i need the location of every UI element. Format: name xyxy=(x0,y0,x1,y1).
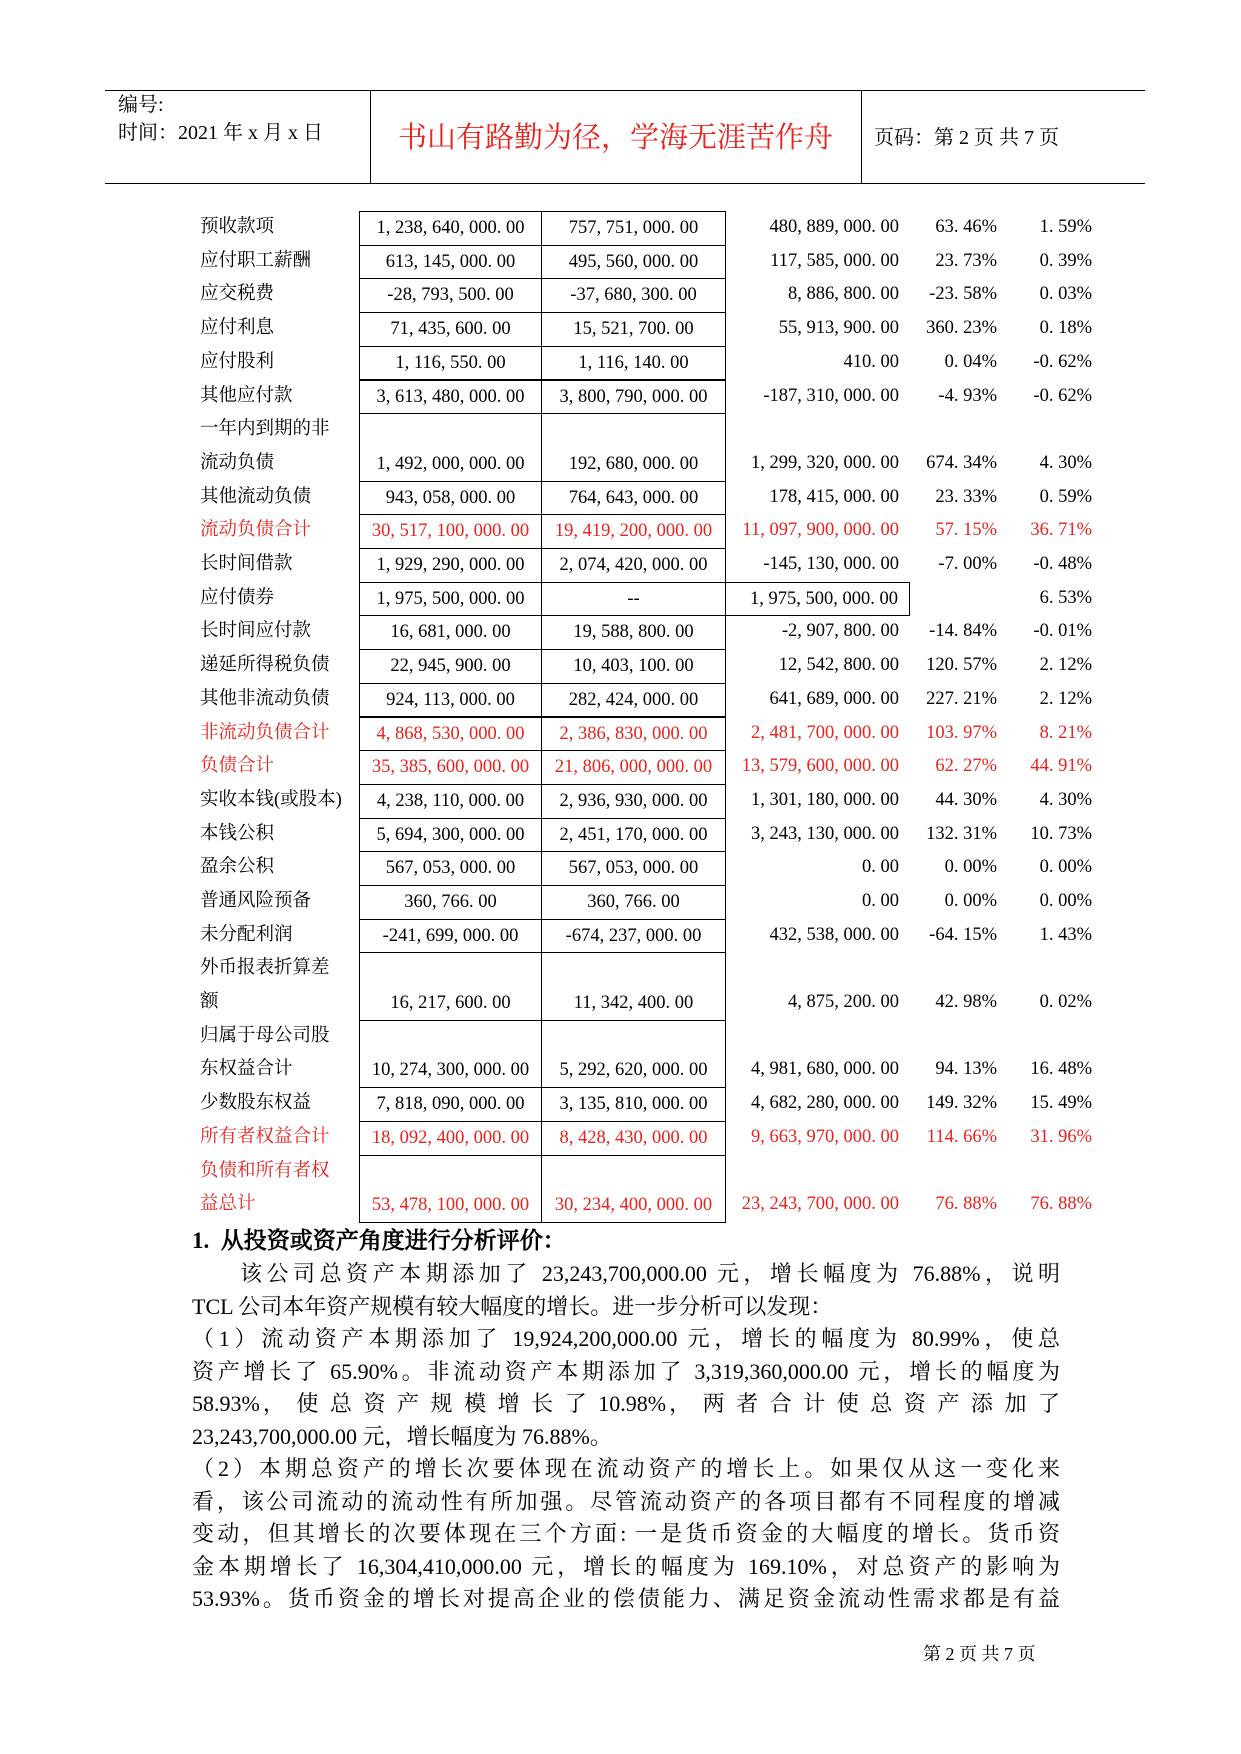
row-label-line: 长时间借款 xyxy=(200,554,293,574)
value-change: 117, 585, 000. 00 xyxy=(770,250,899,271)
value-previous: 192, 680, 000. 00 xyxy=(541,413,726,481)
row-label-line: 递延所得税负债 xyxy=(200,655,330,676)
value-current: 22, 945, 900. 00 xyxy=(359,649,542,684)
header-bottom-rule xyxy=(105,183,1145,184)
value-change: 13, 579, 600, 000. 00 xyxy=(741,756,899,777)
value-change: 8, 886, 800. 00 xyxy=(788,284,899,305)
value-change-pct: 0. 00% xyxy=(944,891,997,911)
value-previous: 15, 521, 700. 00 xyxy=(541,312,726,347)
value-current: 53, 478, 100, 000. 00 xyxy=(359,1155,542,1223)
value-previous: -37, 680, 300. 00 xyxy=(541,278,726,313)
value-change: 178, 415, 000. 00 xyxy=(769,486,899,507)
row-label xyxy=(200,211,355,245)
value-current: 16, 681, 000. 00 xyxy=(359,615,542,650)
row-label-line: 盈余公积 xyxy=(200,857,275,878)
value-previous: 11, 342, 400. 00 xyxy=(541,952,726,1020)
value-current: 1, 238, 640, 000. 00 xyxy=(359,211,542,246)
row-label-line: 一年内到期的非 xyxy=(200,419,330,440)
row-label-line: 少数股东权益 xyxy=(200,1093,312,1114)
row-label-line: 所有者权益合计 xyxy=(200,1126,330,1147)
row-label-line: 益总计 xyxy=(200,1194,256,1215)
value-share-pct: -0. 62% xyxy=(1033,385,1092,406)
row-label xyxy=(200,952,355,1019)
value-current: 4, 868, 530, 000. 00 xyxy=(359,717,542,752)
value-previous: 2, 074, 420, 000. 00 xyxy=(541,548,726,583)
value-current: 30, 517, 100, 000. 00 xyxy=(359,514,542,549)
header-top-rule xyxy=(105,90,1145,91)
row-label-line: 外币报表折算差 xyxy=(200,958,330,979)
value-change-pct: 62. 27% xyxy=(935,756,997,777)
row-label xyxy=(200,1121,355,1155)
value-change-pct: 0. 04% xyxy=(944,351,997,372)
value-current: 18, 092, 400, 000. 00 xyxy=(359,1121,542,1156)
value-share-pct: -0. 48% xyxy=(1033,554,1092,574)
value-change-pct: 94. 13% xyxy=(935,1059,997,1080)
value-change: -145, 130, 000. 00 xyxy=(763,554,899,574)
value-previous: 282, 424, 000. 00 xyxy=(541,683,726,718)
value-current: 35, 385, 600, 000. 00 xyxy=(359,750,542,785)
value-previous: 764, 643, 000. 00 xyxy=(541,481,726,516)
row-label-line: 长时间应付款 xyxy=(200,621,312,642)
value-change: 0. 00 xyxy=(862,857,899,878)
value-previous: 1, 116, 140. 00 xyxy=(541,346,726,381)
value-previous: 2, 386, 830, 000. 00 xyxy=(541,717,726,752)
value-change-pct: -7. 00% xyxy=(938,554,997,574)
date-label: 时间：2021 年 x 月 x 日 xyxy=(118,122,323,144)
value-previous: 495, 560, 000. 00 xyxy=(541,245,726,280)
analysis-body xyxy=(192,1258,1060,1616)
paragraph-overall xyxy=(192,1258,1060,1323)
value-change-pct: 23. 73% xyxy=(935,250,997,271)
value-current: 924, 113, 000. 00 xyxy=(359,683,542,718)
row-label-line: 普通风险预备 xyxy=(200,891,312,911)
paragraph-line: 金本期增长了 16,304,410,000.00 元，增长的幅度为 169.10%，对总资产的影响为 xyxy=(192,1553,1060,1579)
value-change-pct: 57. 15% xyxy=(935,520,997,541)
value-share-pct: 4. 30% xyxy=(1039,789,1092,810)
value-current: 3, 613, 480, 000. 00 xyxy=(359,380,542,415)
value-share-pct: 6. 53% xyxy=(1039,587,1092,608)
value-change: 23, 243, 700, 000. 00 xyxy=(741,1194,899,1215)
row-label xyxy=(200,784,355,818)
paragraph-line: （2）本期总资产的增长次要体现在流动资产的增长上。如果仅从这一变化来 xyxy=(192,1456,1060,1481)
value-change-pct: 149. 32% xyxy=(926,1093,997,1114)
value-change: 4, 682, 280, 000. 00 xyxy=(751,1093,899,1114)
row-label-line: 非流动负债合计 xyxy=(200,722,330,743)
row-label-line: 其他非流动负债 xyxy=(200,688,330,709)
value-share-pct: 0. 39% xyxy=(1039,250,1092,271)
row-label xyxy=(200,481,355,515)
value-previous: 30, 234, 400, 000. 00 xyxy=(541,1155,726,1223)
value-previous: 5, 292, 620, 000. 00 xyxy=(541,1020,726,1088)
value-change-pct: 132. 31% xyxy=(926,823,997,844)
row-label-line: 负债合计 xyxy=(200,756,275,777)
value-current: 5, 694, 300, 000. 00 xyxy=(359,818,542,853)
value-current: 1, 116, 550. 00 xyxy=(359,346,542,381)
value-share-pct: 0. 03% xyxy=(1039,284,1092,305)
row-label-line: 负债和所有者权 xyxy=(200,1160,330,1181)
value-change-pct: -23. 58% xyxy=(929,284,997,305)
row-label xyxy=(200,278,355,312)
row-label-line: 东权益合计 xyxy=(200,1059,293,1080)
value-current: -28, 793, 500. 00 xyxy=(359,278,542,313)
value-current: 7, 818, 090, 000. 00 xyxy=(359,1087,542,1122)
value-share-pct: -0. 62% xyxy=(1033,351,1092,372)
value-change: 1, 975, 500, 000. 00 xyxy=(725,582,910,617)
value-share-pct: 10. 73% xyxy=(1030,823,1092,844)
value-change-pct xyxy=(909,582,1005,617)
value-share-pct: -0. 01% xyxy=(1033,621,1092,642)
paragraph-line: 58.93%， 使 总 资 产 规 模 增 长 了 10.98%， 两 者 合 计 使 总 资 产 添 加 了 xyxy=(192,1391,1060,1416)
row-label xyxy=(200,818,355,852)
row-label xyxy=(200,750,355,784)
row-label xyxy=(200,1020,355,1087)
value-change: 4, 875, 200. 00 xyxy=(788,992,899,1013)
row-label-line: 应付利息 xyxy=(200,318,275,339)
value-change-pct: 44. 30% xyxy=(935,789,997,810)
value-previous: 3, 135, 810, 000. 00 xyxy=(541,1087,726,1122)
value-change-pct: 23. 33% xyxy=(935,486,997,507)
value-current: 71, 435, 600. 00 xyxy=(359,312,542,347)
row-label xyxy=(200,717,355,751)
paragraph-point-2 xyxy=(192,1453,1060,1616)
value-change: 0. 00 xyxy=(862,891,899,911)
row-label-line: 本钱公积 xyxy=(200,823,275,844)
row-label xyxy=(200,851,355,885)
value-share-pct: 1. 43% xyxy=(1039,924,1092,945)
value-current: 4, 238, 110, 000. 00 xyxy=(359,784,542,819)
row-label xyxy=(200,413,355,480)
value-current: 1, 975, 500, 000. 00 xyxy=(359,582,542,617)
value-share-pct: 8. 21% xyxy=(1039,722,1092,743)
row-label-line: 归属于母公司股 xyxy=(200,1025,330,1046)
row-label xyxy=(200,245,355,279)
value-share-pct: 16. 48% xyxy=(1030,1059,1092,1080)
row-label-line: 其他应付款 xyxy=(200,385,293,406)
value-change: 3, 243, 130, 000. 00 xyxy=(751,823,899,844)
value-change-pct: -4. 93% xyxy=(938,385,997,406)
value-change-pct: 0. 00% xyxy=(944,857,997,878)
paragraph-line: 53.93%。货币资金的增长对提高企业的偿债能力、满足资金流动性需求都是有益 xyxy=(192,1586,1060,1611)
page-footer: 第 2 页 共 7 页 xyxy=(923,1644,1036,1664)
value-change: 641, 689, 000. 00 xyxy=(769,688,899,709)
paragraph-line: 变动，但其增长的次要体现在三个方面: 一是货币资金的大幅度的增长。货币资 xyxy=(192,1521,1060,1546)
paragraph-line: （1）流动资产本期添加了 19,924,200,000.00 元，增长的幅度为 80.99%，使总 xyxy=(192,1326,1060,1351)
value-share-pct: 31. 96% xyxy=(1030,1126,1092,1147)
value-change-pct: 63. 46% xyxy=(935,217,997,237)
value-current: 567, 053, 000. 00 xyxy=(359,851,542,886)
row-label xyxy=(200,514,355,548)
row-label xyxy=(200,683,355,717)
value-change-pct: 120. 57% xyxy=(926,655,997,676)
value-previous: 2, 936, 930, 000. 00 xyxy=(541,784,726,819)
value-previous: 19, 419, 200, 000. 00 xyxy=(541,514,726,549)
value-previous: 567, 053, 000. 00 xyxy=(541,851,726,886)
row-label xyxy=(200,1155,355,1222)
value-current: 1, 929, 290, 000. 00 xyxy=(359,548,542,583)
row-label-line: 应付债券 xyxy=(200,587,275,608)
value-previous: 3, 800, 790, 000. 00 xyxy=(541,380,726,415)
value-current: 943, 058, 000. 00 xyxy=(359,481,542,516)
value-current: 360, 766. 00 xyxy=(359,885,542,920)
row-label xyxy=(200,615,355,649)
row-label-line: 实收本钱(或股本) xyxy=(200,789,342,810)
value-current: -241, 699, 000. 00 xyxy=(359,919,542,954)
value-change-pct: 227. 21% xyxy=(926,688,997,709)
value-change-pct: -14. 84% xyxy=(929,621,997,642)
value-change: 480, 889, 000. 00 xyxy=(769,217,899,237)
value-change-pct: 76. 88% xyxy=(935,1194,997,1215)
value-change: 4, 981, 680, 000. 00 xyxy=(751,1059,899,1080)
row-label-line: 应付股利 xyxy=(200,351,275,372)
value-previous: 8, 428, 430, 000. 00 xyxy=(541,1121,726,1156)
row-label-line: 流动负债 xyxy=(200,452,275,473)
value-change-pct: -64. 15% xyxy=(929,924,997,945)
row-label-line: 应付职工薪酬 xyxy=(200,250,312,271)
row-label xyxy=(200,1087,355,1121)
row-label-line: 其他流动负债 xyxy=(200,486,312,507)
value-change: -187, 310, 000. 00 xyxy=(763,385,899,406)
value-share-pct: 0. 02% xyxy=(1039,992,1092,1013)
row-label xyxy=(200,582,355,616)
section-heading: 1. 从投资或资产角度进行分析评价： xyxy=(192,1228,566,1253)
paragraph-line: 该公司总资产本期添加了 23,243,700,000.00 元，增长幅度为 76.88%，说明 xyxy=(240,1261,1060,1286)
row-label-line: 流动负债合计 xyxy=(200,520,312,541)
value-change: 410. 00 xyxy=(843,351,899,372)
row-label xyxy=(200,346,355,380)
value-previous: 2, 451, 170, 000. 00 xyxy=(541,818,726,853)
value-change-pct: 103. 97% xyxy=(926,722,997,743)
value-share-pct: 1. 59% xyxy=(1039,217,1092,237)
value-share-pct: 36. 71% xyxy=(1030,520,1092,541)
row-label-line: 应交税费 xyxy=(200,284,275,305)
value-change: 11, 097, 900, 000. 00 xyxy=(742,520,899,541)
paragraph-line: 23,243,700,000.00 元，增长幅度为 76.88%。 xyxy=(192,1423,612,1449)
value-share-pct: 0. 18% xyxy=(1039,318,1092,339)
value-share-pct: 15. 49% xyxy=(1030,1093,1092,1114)
paragraph-line: 看，该公司流动的流动性有所加强。尽管流动资产的各项目都有不同程度的增减 xyxy=(192,1488,1060,1514)
value-previous: 10, 403, 100. 00 xyxy=(541,649,726,684)
row-label xyxy=(200,312,355,346)
value-share-pct: 2. 12% xyxy=(1039,688,1092,709)
row-label xyxy=(200,919,355,953)
value-previous: 21, 806, 000, 000. 00 xyxy=(541,750,726,785)
value-share-pct: 0. 00% xyxy=(1039,891,1092,911)
row-label-line: 额 xyxy=(200,992,219,1013)
value-share-pct: 76. 88% xyxy=(1030,1194,1092,1215)
value-share-pct: 4. 30% xyxy=(1039,452,1092,473)
row-label xyxy=(200,548,355,582)
header-page-info: 页码：第 2 页 共 7 页 xyxy=(874,127,1059,149)
paragraph-line: TCL 公司本年资产规模有较大幅度的增长。进一步分析可以发现： xyxy=(192,1293,833,1319)
value-change-pct: 114. 66% xyxy=(926,1126,997,1147)
serial-number-label: 编号: xyxy=(118,94,164,116)
paragraph-line: 资产增长了 65.90%。非流动资产本期添加了 3,319,360,000.00 元，增长的幅度为 xyxy=(192,1358,1060,1384)
row-label xyxy=(200,380,355,414)
row-label xyxy=(200,649,355,683)
value-previous: 757, 751, 000. 00 xyxy=(541,211,726,246)
value-previous: 19, 588, 800. 00 xyxy=(541,615,726,650)
value-share-pct: 0. 59% xyxy=(1039,486,1092,507)
value-previous: 360, 766. 00 xyxy=(541,885,726,920)
value-change-pct: 360. 23% xyxy=(926,318,997,339)
value-change: 9, 663, 970, 000. 00 xyxy=(751,1126,899,1147)
value-current: 16, 217, 600. 00 xyxy=(359,952,542,1020)
liabilities-equity-table xyxy=(192,211,1100,1223)
value-previous: -674, 237, 000. 00 xyxy=(541,919,726,954)
value-change: -2, 907, 800. 00 xyxy=(781,621,899,642)
value-previous: -- xyxy=(541,582,726,617)
value-share-pct: 2. 12% xyxy=(1039,655,1092,676)
row-label-line: 未分配利润 xyxy=(200,924,293,945)
value-change-pct: 674. 34% xyxy=(926,452,997,473)
paragraph-point-1 xyxy=(192,1323,1060,1453)
header-motto: 书山有路勤为径，学海无涯苦作舟 xyxy=(397,122,833,154)
header-divider-right xyxy=(861,90,862,183)
value-current: 613, 145, 000. 00 xyxy=(359,245,542,280)
value-change: 12, 542, 800. 00 xyxy=(778,655,899,676)
value-share-pct: 0. 00% xyxy=(1039,857,1092,878)
row-label xyxy=(200,885,355,919)
value-change: 1, 299, 320, 000. 00 xyxy=(751,452,899,473)
value-share-pct: 44. 91% xyxy=(1030,756,1092,777)
value-change: 1, 301, 180, 000. 00 xyxy=(751,789,899,810)
value-change: 2, 481, 700, 000. 00 xyxy=(751,722,899,743)
value-change-pct: 42. 98% xyxy=(935,992,997,1013)
value-change: 55, 913, 900. 00 xyxy=(778,318,899,339)
value-current: 1, 492, 000, 000. 00 xyxy=(359,413,542,481)
value-current: 10, 274, 300, 000. 00 xyxy=(359,1020,542,1088)
row-label-line: 预收款项 xyxy=(200,217,275,237)
value-change: 432, 538, 000. 00 xyxy=(769,924,899,945)
